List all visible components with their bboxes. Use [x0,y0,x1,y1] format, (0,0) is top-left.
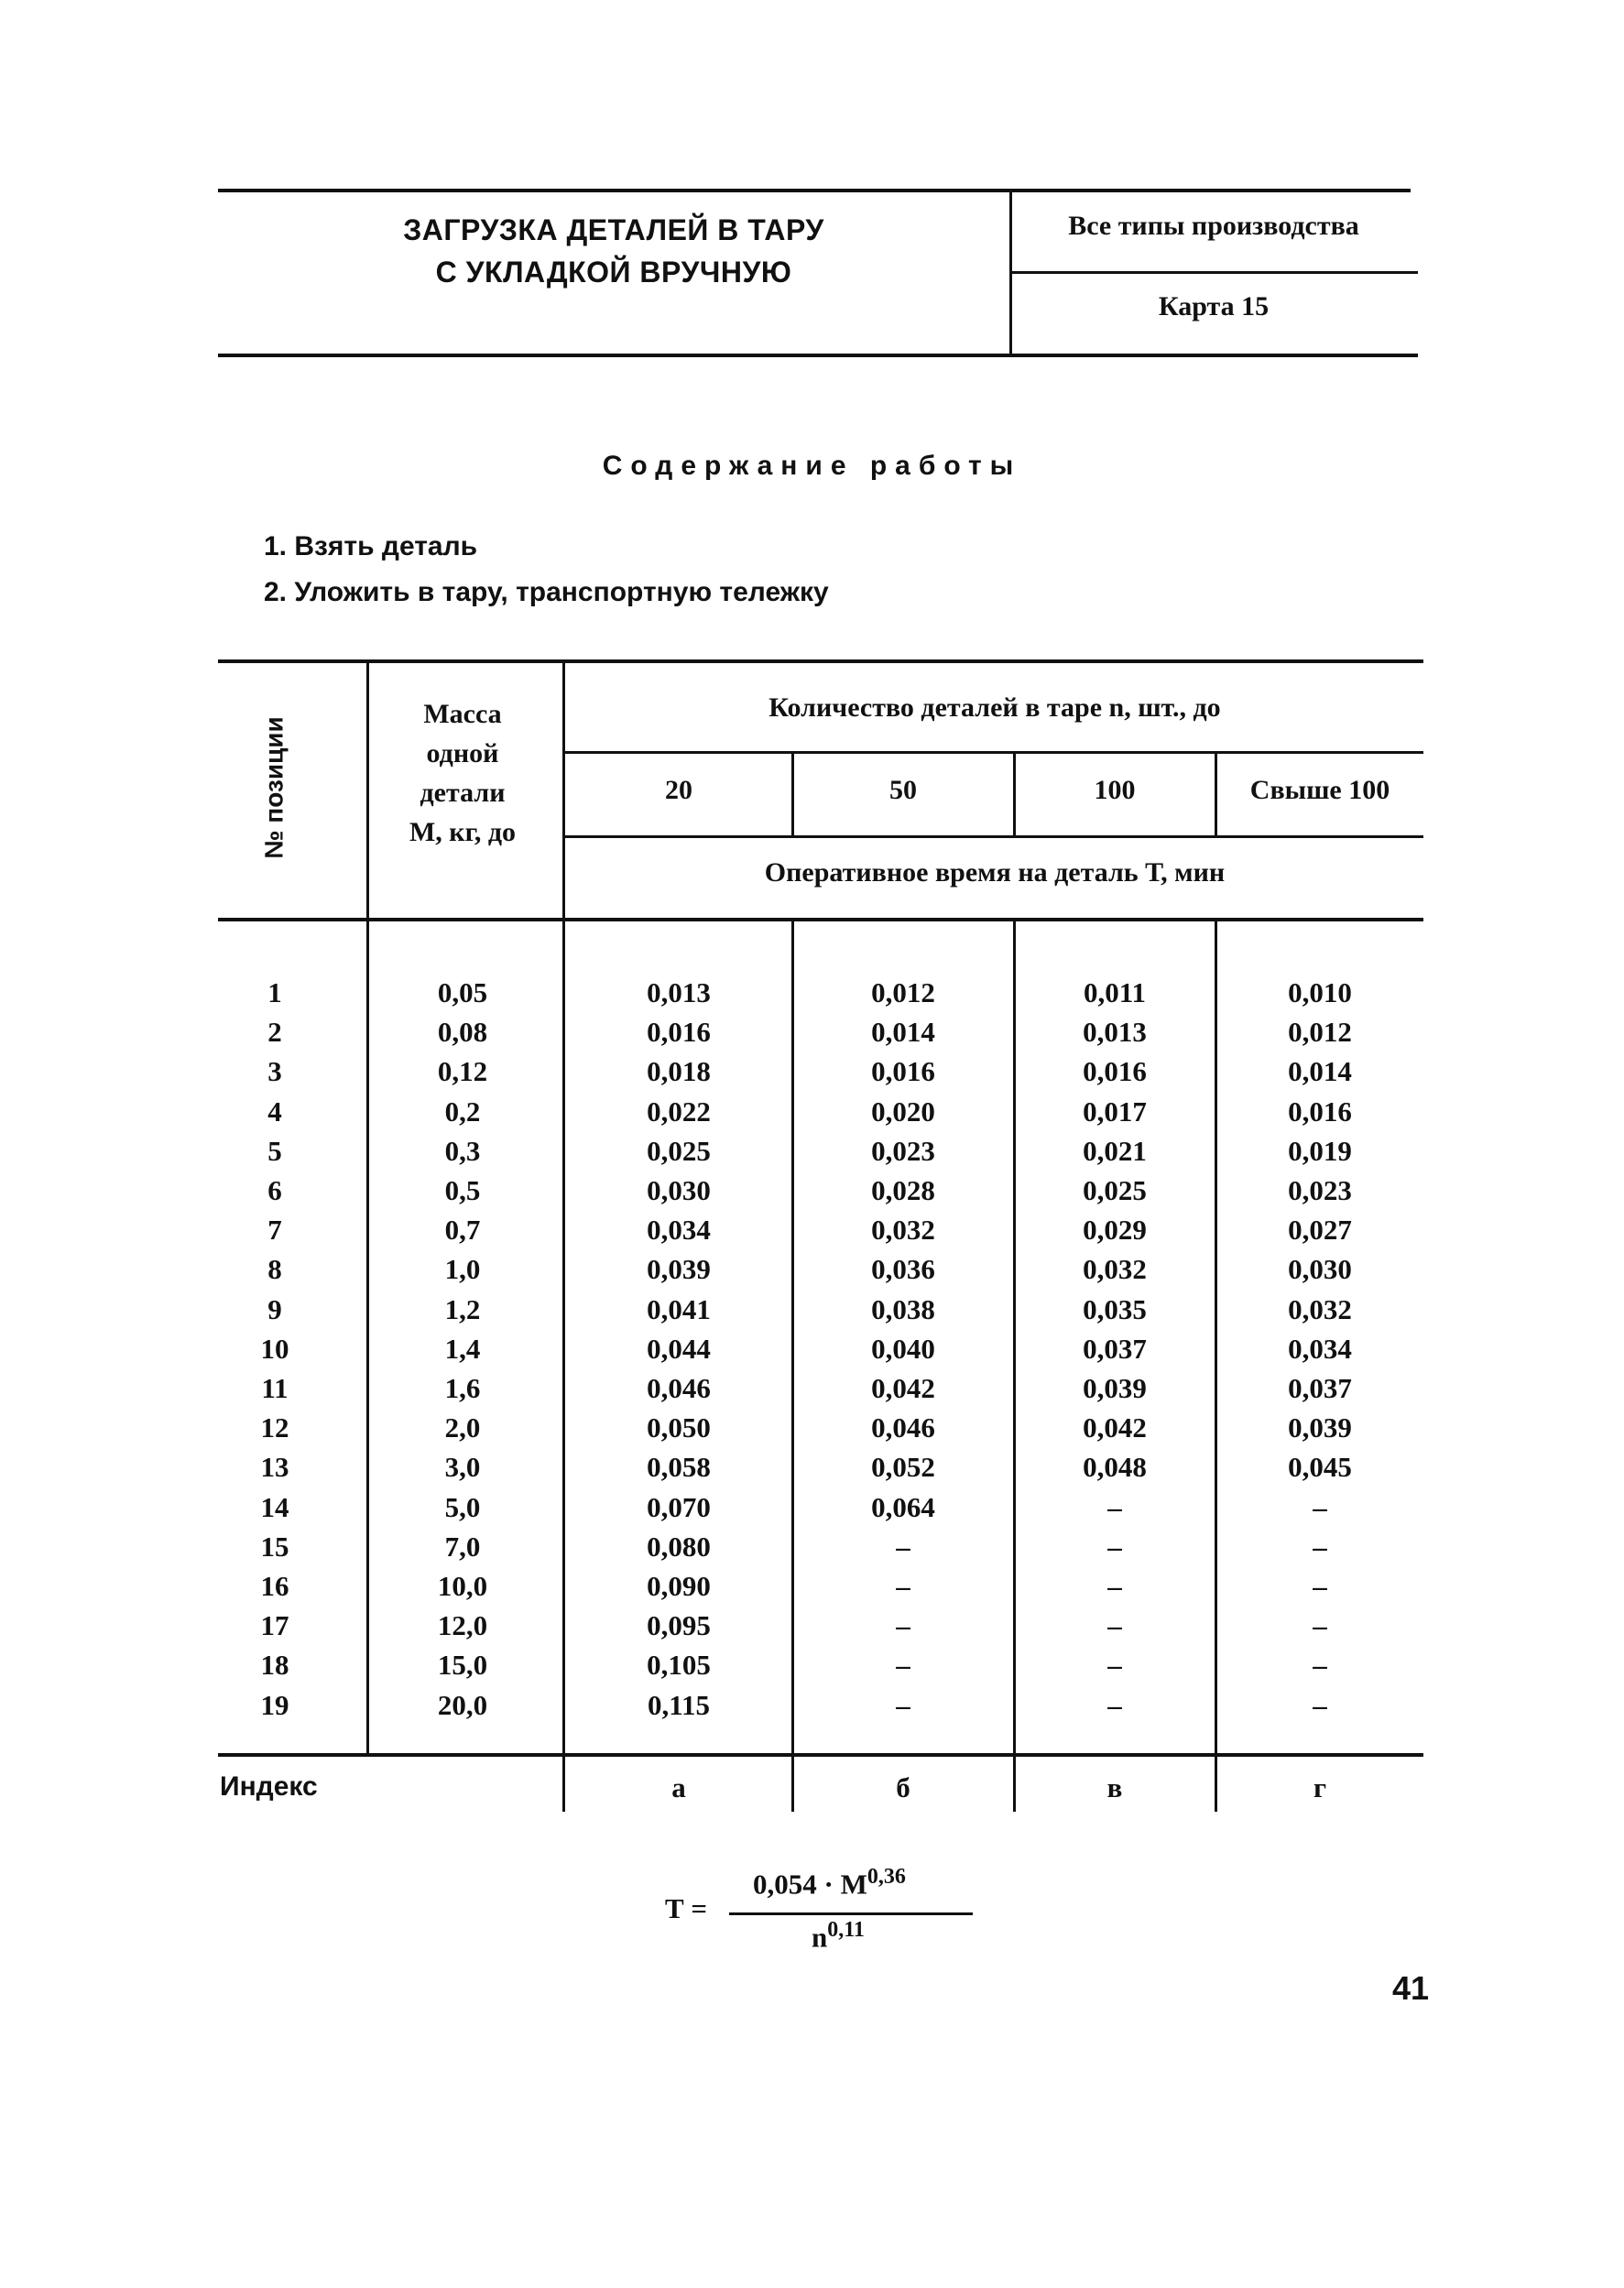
col-rule-mass [562,659,565,1812]
table-cell-pos: 18 [260,1649,289,1682]
table-cell-pos: 19 [260,1688,289,1721]
table-cell-a: 0,070 [647,1490,711,1523]
table-cell-b: 0,023 [871,1134,935,1167]
step-1: 1. Взять деталь [264,531,478,561]
formula-lhs: Т = [665,1892,708,1924]
table-cell-mass: 0,08 [437,1016,488,1049]
table-cell-b: 0,042 [871,1372,935,1404]
step-2: 2. Уложить в тару, транспортную тележку [264,577,829,607]
table-cell-g: 0,032 [1288,1292,1352,1325]
table-cell-mass: 0,12 [437,1055,488,1088]
table-cell-a: 0,044 [647,1332,711,1365]
table-cell-a: 0,034 [647,1214,711,1247]
table-cell-a: 0,105 [647,1649,711,1682]
qty-col-over-100: Свыше 100 [1249,775,1390,805]
card-title-line2: С УКЛАДКОЙ ВРУЧНУЮ [435,256,792,289]
formula-denominator [812,1918,865,1954]
table-cell-mass: 0,2 [444,1095,481,1128]
table-cell-pos: 7 [267,1214,282,1247]
formula-denominator-exponent: 0,11 [827,1918,865,1942]
table-cell-g: 0,039 [1288,1411,1352,1444]
table-cell-v: 0,013 [1083,1016,1147,1049]
table-cell-pos: 10 [260,1332,289,1365]
mass-header-line3: детали [420,778,506,808]
qty-col-100: 100 [1094,775,1136,805]
table-cell-mass: 1,2 [444,1292,481,1325]
table-cell-g: – [1313,1609,1327,1642]
header-bottom-rule-table [218,918,1423,921]
table-cell-mass: 12,0 [437,1609,488,1642]
table-cell-mass: 7,0 [444,1530,481,1563]
table-cell-b: – [896,1570,910,1602]
table-cell-v: – [1107,1609,1122,1642]
table-cell-pos: 2 [267,1016,282,1049]
table-cell-pos: 9 [267,1292,282,1325]
table-cell-mass: 0,5 [444,1174,481,1206]
table-cell-a: 0,046 [647,1372,711,1404]
table-cell-b: – [896,1649,910,1682]
table-cell-mass: 0,05 [437,976,488,1008]
table-cell-v: 0,039 [1083,1372,1147,1404]
table-cell-g: 0,012 [1288,1016,1352,1049]
header-bottom-rule [218,354,1418,357]
time-header: Оперативное время на деталь Т, мин [764,857,1226,888]
table-cell-a: 0,039 [647,1253,711,1286]
table-cell-pos: 4 [267,1095,282,1128]
table-cell-pos: 11 [261,1372,289,1404]
table-cell-mass: 0,3 [444,1134,481,1167]
formula-numerator [753,1865,906,1901]
table-cell-v: – [1107,1490,1122,1523]
page-number: 41 [1392,1969,1430,2007]
table-cell-b: 0,064 [871,1490,935,1523]
table-cell-mass: 1,6 [444,1372,481,1404]
pos-header [218,696,332,879]
table-cell-a: 0,018 [647,1055,711,1088]
table-cell-a: 0,013 [647,976,711,1008]
table-cell-pos: 1 [267,976,282,1008]
table-cell-g: 0,023 [1288,1174,1352,1206]
card-title-line1: ЗАГРУЗКА ДЕТАЛЕЙ В ТАРУ [403,213,824,246]
table-top-rule [218,659,1423,663]
table-cell-pos: 5 [267,1134,282,1167]
card-title [220,209,1008,293]
table-body-bottom-rule [218,1753,1423,1757]
table-cell-a: 0,050 [647,1411,711,1444]
table-cell-v: 0,029 [1083,1214,1147,1247]
formula-fraction-bar [729,1912,973,1915]
table-cell-mass: 3,0 [444,1451,481,1484]
table-cell-mass: 0,7 [444,1214,481,1247]
table-cell-pos: 6 [267,1174,282,1206]
table-cell-b: 0,032 [871,1214,935,1247]
table-cell-b: 0,014 [871,1016,935,1049]
table-cell-b: 0,040 [871,1332,935,1365]
table-cell-v: 0,016 [1083,1055,1147,1088]
table-cell-a: 0,016 [647,1016,711,1049]
table-cell-b: 0,016 [871,1055,935,1088]
index-b: б [896,1771,910,1803]
table-cell-pos: 13 [260,1451,289,1484]
table-cell-g: – [1313,1570,1327,1602]
table-cell-pos: 14 [260,1490,289,1523]
table-cell-g: 0,045 [1288,1451,1352,1484]
table-cell-g: 0,037 [1288,1372,1352,1404]
table-cell-b: 0,052 [871,1451,935,1484]
table-cell-mass: 10,0 [437,1570,488,1602]
table-cell-pos: 12 [260,1411,289,1444]
table-cell-a: 0,095 [647,1609,711,1642]
table-cell-b: 0,046 [871,1411,935,1444]
table-cell-g: 0,034 [1288,1332,1352,1365]
table-cell-pos: 3 [267,1055,282,1088]
table-cell-mass: 1,4 [444,1332,481,1365]
mass-header-line4: М, кг, до [409,817,516,847]
table-cell-a: 0,030 [647,1174,711,1206]
index-g: г [1313,1771,1327,1803]
table-cell-g: – [1313,1688,1327,1721]
table-cell-v: – [1107,1530,1122,1563]
index-a: а [671,1771,686,1803]
table-cell-g: – [1313,1530,1327,1563]
table-cell-pos: 16 [260,1570,289,1602]
table-cell-b: 0,020 [871,1095,935,1128]
table-cell-g: 0,030 [1288,1253,1352,1286]
table-cell-v: – [1107,1688,1122,1721]
table-cell-mass: 1,0 [444,1253,481,1286]
table-cell-v: – [1107,1649,1122,1682]
table-cell-a: 0,058 [647,1451,711,1484]
table-cell-a: 0,041 [647,1292,711,1325]
table-cell-v: – [1107,1570,1122,1602]
table-cell-v: 0,021 [1083,1134,1147,1167]
table-cell-mass: 20,0 [437,1688,488,1721]
formula-numerator-base: 0,054 · М [753,1868,867,1901]
qty-header-rule [564,751,1423,754]
table-cell-pos: 15 [260,1530,289,1563]
table-cell-v: 0,017 [1083,1095,1147,1128]
table-cell-b: 0,028 [871,1174,935,1206]
production-type: Все типы производства [1068,211,1359,241]
mass-header-line2: одной [426,738,499,768]
work-content-title: Содержание работы [602,451,1022,481]
table-cell-mass: 2,0 [444,1411,481,1444]
table-cell-b: – [896,1609,910,1642]
index-label: Индекс [220,1771,318,1802]
table-cell-g: 0,019 [1288,1134,1352,1167]
table-cell-g: 0,027 [1288,1214,1352,1247]
table-cell-v: 0,032 [1083,1253,1147,1286]
table-cell-g: 0,016 [1288,1095,1352,1128]
header-top-rule [218,189,1411,192]
table-cell-g: 0,010 [1288,976,1352,1008]
table-cell-v: 0,035 [1083,1292,1147,1325]
table-cell-a: 0,115 [647,1688,711,1721]
table-cell-b: 0,012 [871,976,935,1008]
table-cell-v: 0,011 [1083,976,1147,1008]
table-cell-b: – [896,1530,910,1563]
table-cell-mass: 15,0 [437,1649,488,1682]
table-cell-mass: 5,0 [444,1490,481,1523]
mass-header [368,694,557,852]
table-cell-v: 0,025 [1083,1174,1147,1206]
mass-header-line1: Масса [423,699,502,729]
table-cell-v: 0,037 [1083,1332,1147,1365]
table-cell-a: 0,080 [647,1530,711,1563]
table-cell-b: 0,036 [871,1253,935,1286]
qty-columns-rule [564,835,1423,838]
table-cell-a: 0,025 [647,1134,711,1167]
table-cell-g: – [1313,1649,1327,1682]
table-cell-g: – [1313,1490,1327,1523]
formula-numerator-exponent: 0,36 [866,1865,906,1889]
qty-col-50: 50 [889,775,917,805]
table-cell-b: 0,038 [871,1292,935,1325]
table-cell-g: 0,014 [1288,1055,1352,1088]
table-cell-a: 0,090 [647,1570,711,1602]
table-cell-v: 0,042 [1083,1411,1147,1444]
table-cell-pos: 8 [267,1253,282,1286]
qty-col-20: 20 [665,775,692,805]
pos-header-text: № позиции [260,716,289,859]
header-divider-horizontal [1009,271,1418,274]
table-cell-b: – [896,1688,910,1721]
qty-header: Количество деталей в таре n, шт., до [768,692,1221,723]
card-number: Карта 15 [1158,291,1270,321]
index-v: в [1106,1771,1123,1803]
formula-denominator-base: n [812,1921,828,1954]
table-cell-v: 0,048 [1083,1451,1147,1484]
table-cell-a: 0,022 [647,1095,711,1128]
table-cell-pos: 17 [260,1609,289,1642]
